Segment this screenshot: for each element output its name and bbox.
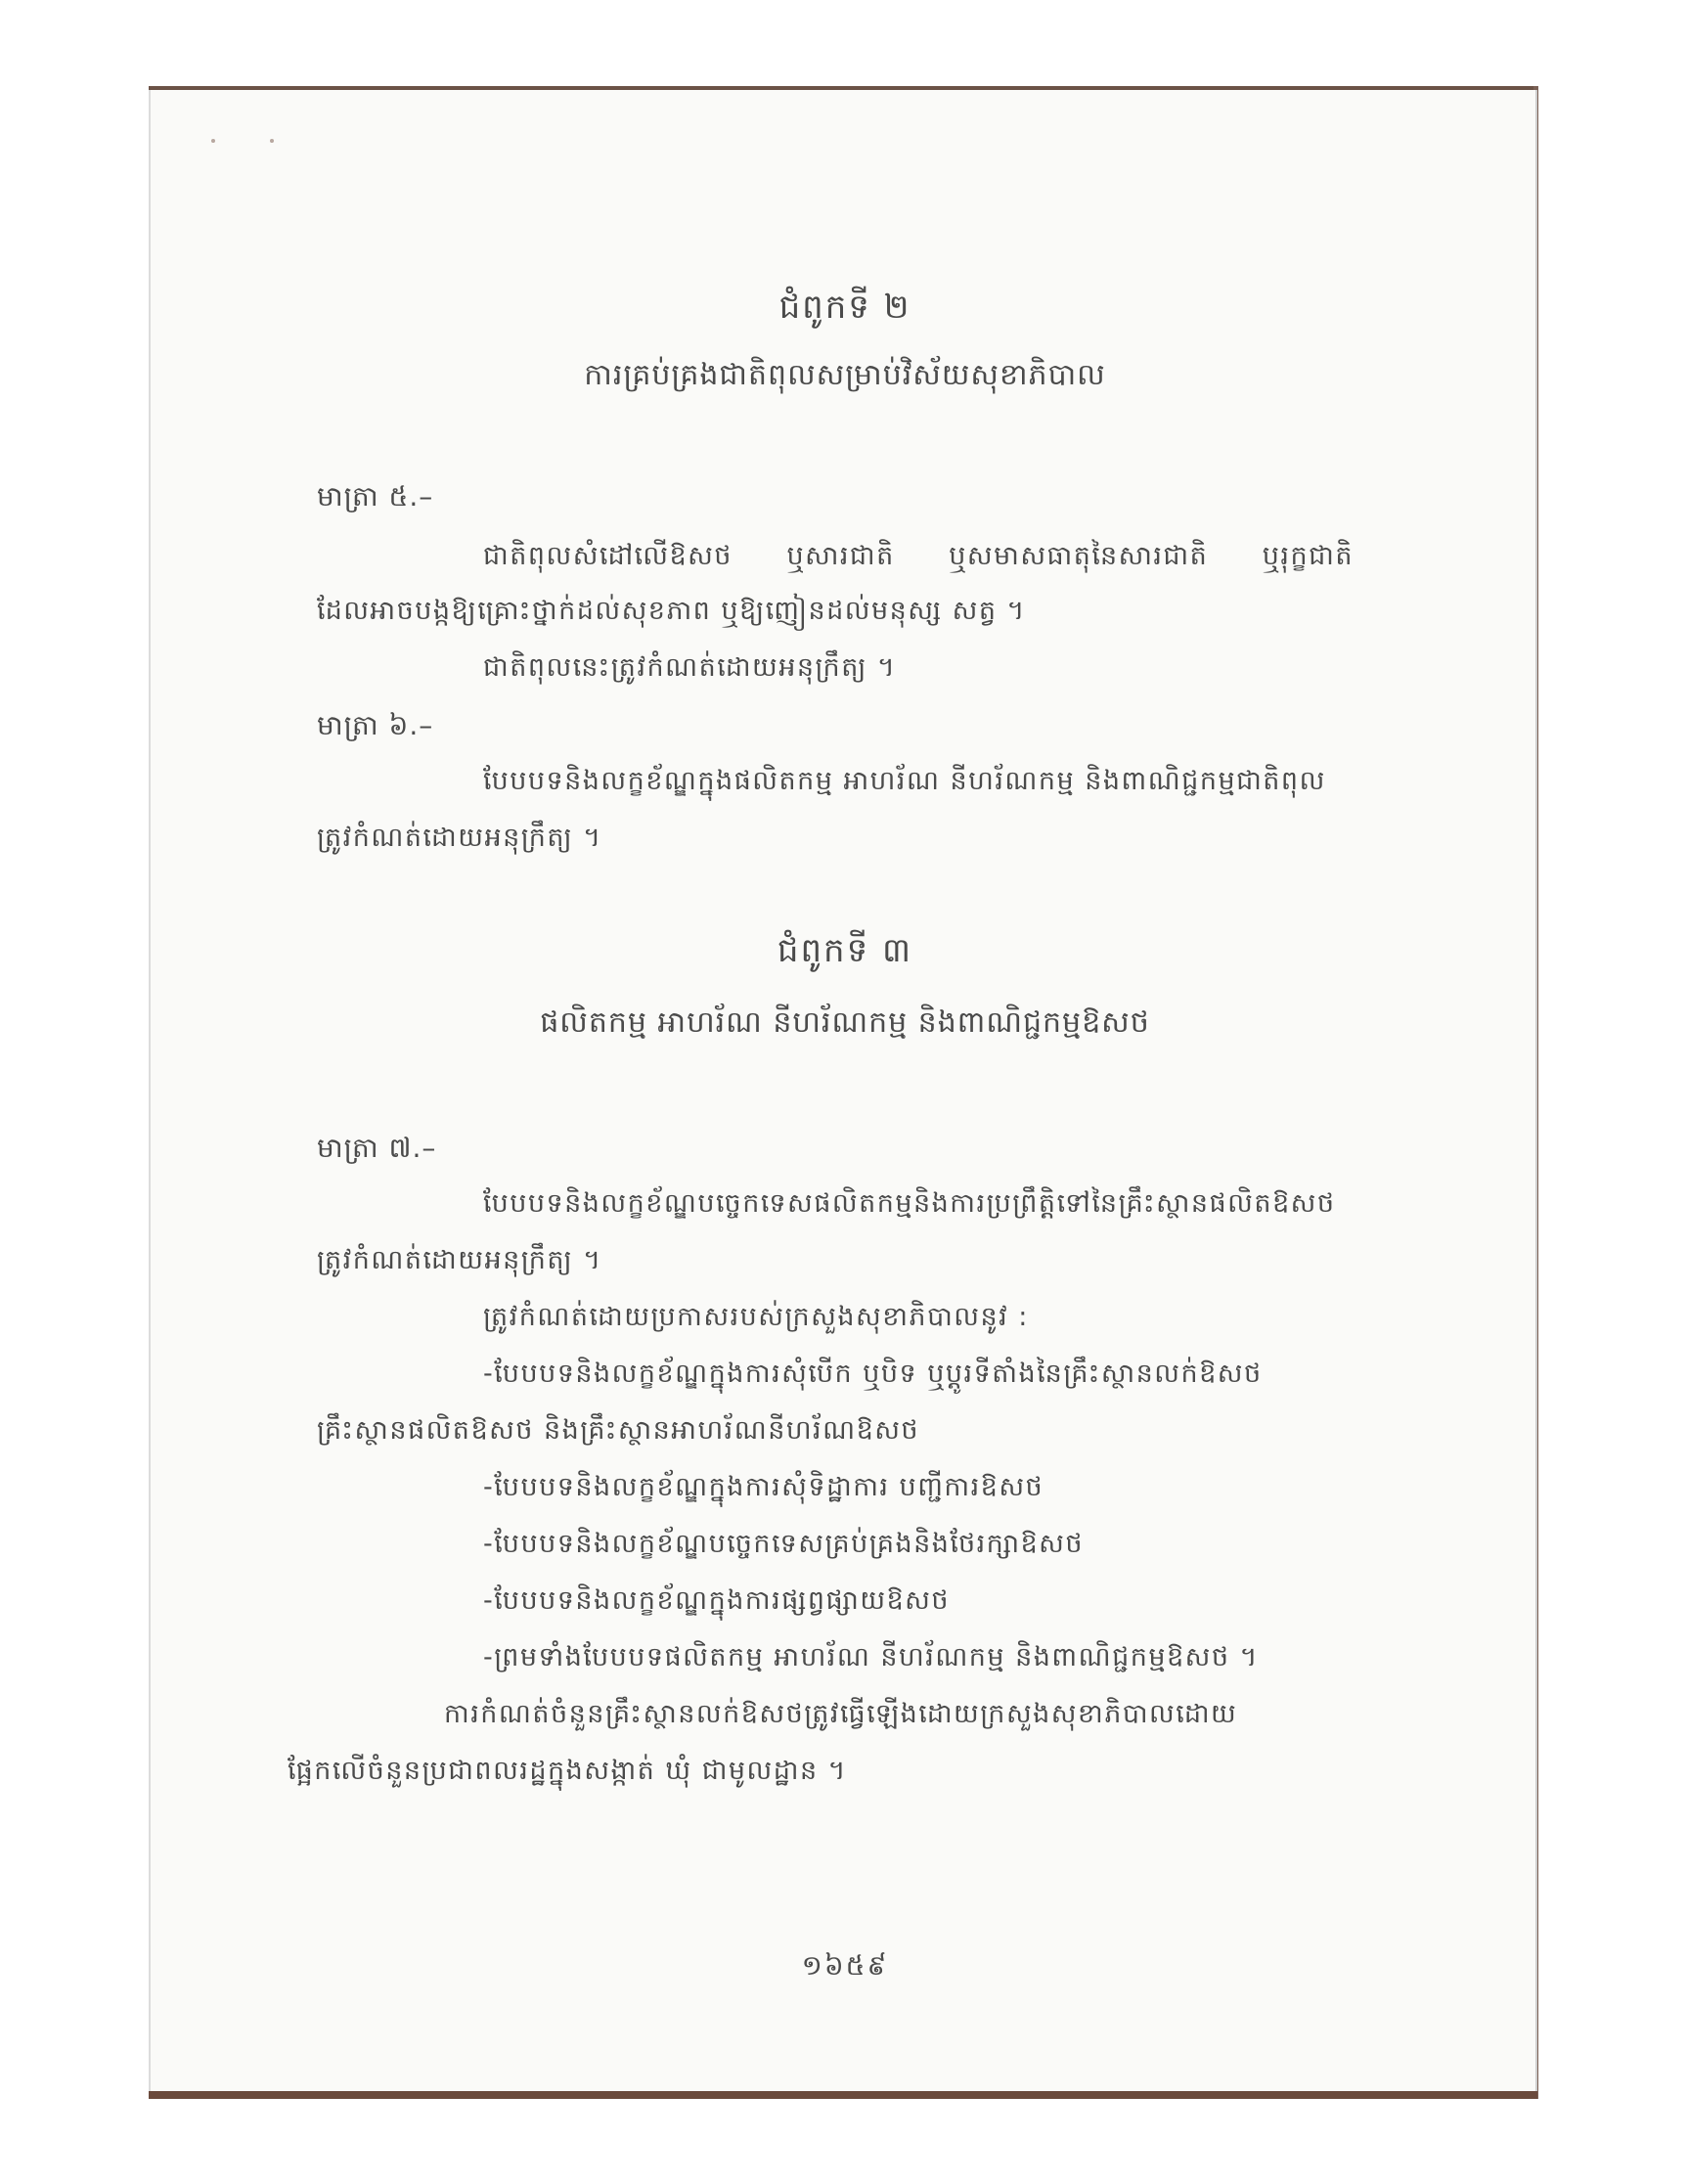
article-7-line-1: បែបបទនិងលក្ខខ័ណ្ឌបច្ចេកទេសផលិតកម្មនិងការប្រព្រឹត្តិទៅនៃគ្រឹះស្ថានផលិតឱសថ bbox=[483, 1188, 1336, 1219]
article-5-phrase: ឬសមាសធាតុនៃសារជាតិ bbox=[949, 541, 1209, 571]
article-6-line-1: បែបបទនិងលក្ខខ័ណ្ឌក្នុងផលិតកម្ម អាហរ័ណ នីហរ័ណកម្ម និងពាណិជ្ជកម្មជាតិពុល bbox=[483, 766, 1326, 796]
article-7-line-6: -បែបបទនិងលក្ខខ័ណ្ឌក្នុងការសុំទិដ្ឋាការ បញ្ជីការឱសថ bbox=[483, 1472, 1044, 1502]
article-6-line-2: ត្រូវកំណត់ដោយអនុក្រឹត្យ ។ bbox=[317, 823, 602, 853]
page-number: ១៦៥៩ bbox=[801, 1949, 889, 1982]
chapter-3-heading: ជំពូកទី ៣ bbox=[777, 931, 913, 970]
chapter-2-heading: ជំពូកទី ២ bbox=[778, 288, 911, 327]
chapter-2-title: ការគ្រប់គ្រងជាតិពុលសម្រាប់វិស័យសុខាភិបាល bbox=[584, 358, 1106, 392]
paper-bottom-edge bbox=[149, 2091, 1537, 2099]
article-5-phrase: ជាតិពុលសំដៅលើឱសថ bbox=[483, 541, 733, 571]
article-7-line-3: ត្រូវកំណត់ដោយប្រកាសរបស់ក្រសួងសុខាភិបាលនូវ : bbox=[483, 1302, 1029, 1332]
paper-speck bbox=[211, 139, 215, 143]
article-7-line-5: គ្រឹះស្ថានផលិតឱសថ និងគ្រឹះស្ថានអាហរ័ណនីហរ័ណឱសថ bbox=[317, 1415, 920, 1446]
article-7-label: មាត្រា ៧.– bbox=[317, 1132, 437, 1164]
chapter-3-title: ផលិតកម្ម អាហរ័ណ នីហរ័ណកម្ម និងពាណិជ្ជកម្មឱសថ bbox=[540, 1005, 1150, 1040]
article-7-line-2: ត្រូវកំណត់ដោយអនុក្រឹត្យ ។ bbox=[317, 1245, 602, 1275]
article-6-label: មាត្រា ៦.– bbox=[317, 709, 434, 741]
article-5-label: មាត្រា ៥.– bbox=[317, 480, 434, 513]
article-5-phrase: ឬសារជាតិ bbox=[786, 541, 895, 571]
article-7-line-9: -ព្រមទាំងបែបបទផលិតកម្ម អាហរ័ណ នីហរ័ណកម្ម និងពាណិជ្ជកម្មឱសថ ។ bbox=[483, 1642, 1259, 1672]
article-7-line-7: -បែបបទនិងលក្ខខ័ណ្ឌបច្ចេកទេសគ្រប់គ្រងនិងថែរក្សាឱសថ bbox=[483, 1529, 1085, 1559]
article-5-line-3: ជាតិពុលនេះត្រូវកំណត់ដោយអនុក្រឹត្យ ។ bbox=[483, 652, 897, 683]
article-5-line-2: ដែលអាចបង្កឱ្យគ្រោះថ្នាក់ដល់សុខភាព ឬឱ្យញៀនដល់មនុស្ស សត្វ ។ bbox=[317, 596, 1026, 626]
article-7-line-4: -បែបបទនិងលក្ខខ័ណ្ឌក្នុងការសុំបើក ឬបិទ ឬប្តូរទីតាំងនៃគ្រឹះស្ថានលក់ឱសថ bbox=[483, 1359, 1263, 1389]
article-5-phrase: ឬរុក្ខជាតិ bbox=[1262, 541, 1354, 571]
article-7-line-11: ផ្អែកលើចំនួនប្រជាពលរដ្ឋក្នុងសង្កាត់ ឃុំ ជាមូលដ្ឋាន ។ bbox=[288, 1756, 847, 1786]
paper-speck bbox=[270, 139, 274, 143]
article-7-line-10: ការកំណត់ចំនួនគ្រឹះស្ថានលក់ឱសថត្រូវធ្វើឡើងដោយក្រសួងសុខាភិបាលដោយ bbox=[444, 1699, 1238, 1729]
article-7-line-8: -បែបបទនិងលក្ខខ័ណ្ឌក្នុងការផ្សព្វផ្សាយឱសថ bbox=[483, 1585, 951, 1616]
document-page bbox=[149, 90, 1537, 2095]
article-5-line-1 bbox=[483, 540, 1354, 578]
